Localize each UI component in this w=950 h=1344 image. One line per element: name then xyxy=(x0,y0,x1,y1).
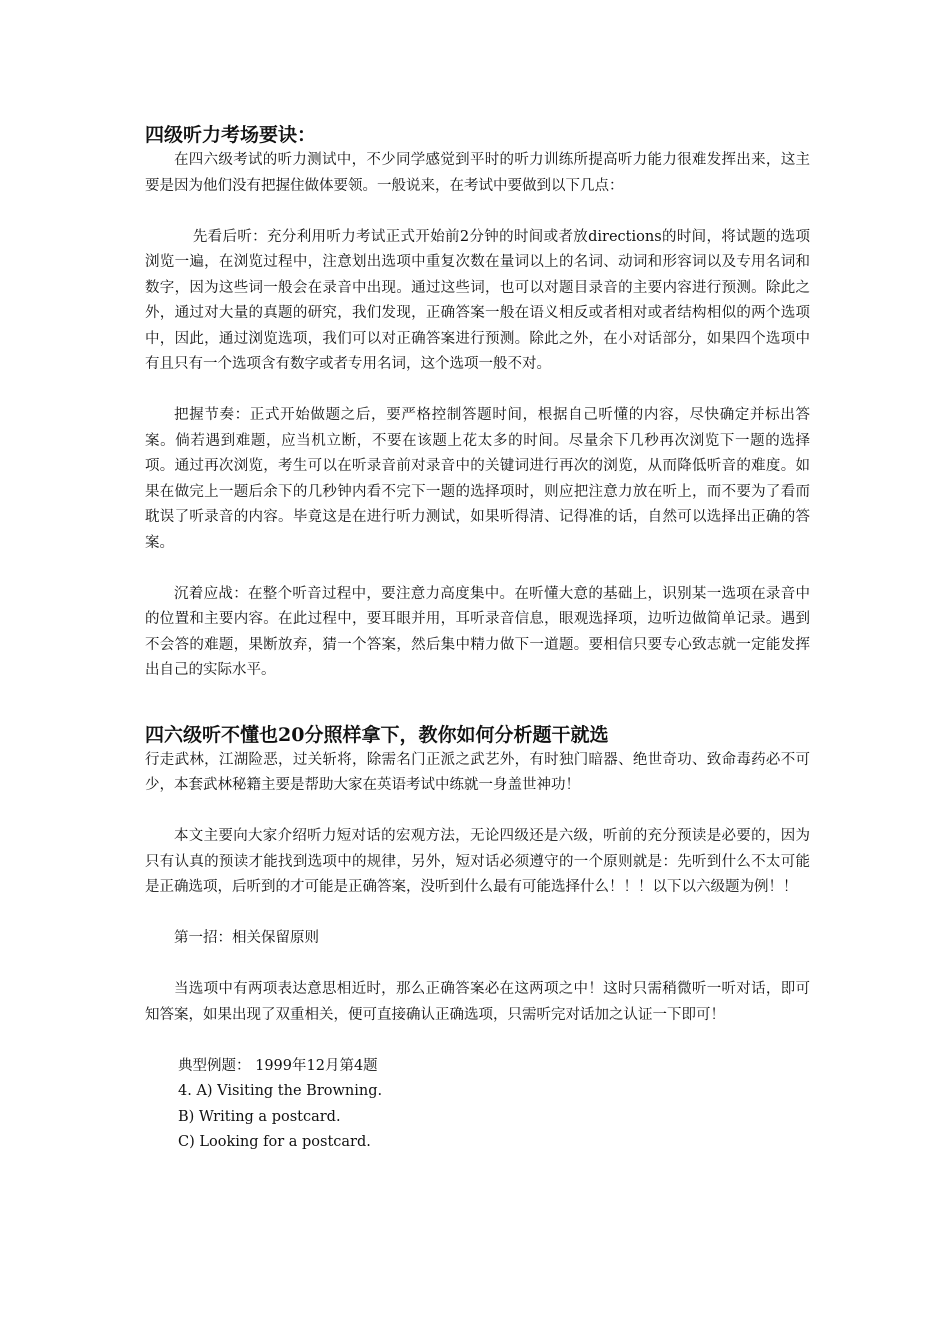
spacer xyxy=(145,199,810,225)
spacer xyxy=(145,799,810,825)
spacer xyxy=(145,378,810,404)
spacer xyxy=(145,901,810,927)
document-page xyxy=(145,122,810,1156)
spacer xyxy=(145,684,810,722)
option-c: C) Looking for a postcard. xyxy=(178,1134,371,1150)
example-label: 典型例题： 1999年12月第4题 xyxy=(178,1057,378,1074)
spacer xyxy=(145,952,810,978)
tip-stay-calm: 沉着应战：在整个听音过程中，要注意力高度集中。在听懂大意的基础上，识别某一选项在录音中的位置和主要内容。在此过程中，要耳眼并用，耳听录音信息，眼观选择项，边听边做简单记录。遇到不会答的难题，果断放弃，猜一个答案，然后集中精力做下一道题。要相信只要专心致志就一定能发挥出自己的实际水平。 xyxy=(145,585,810,678)
move1-title: 第一招：相关保留原则 xyxy=(174,930,319,946)
body-paragraph: 本文主要向大家介绍听力短对话的宏观方法，无论四级还是六级，听前的充分预读是必要的，因为只有认真的预读才能找到选项中的规律，另外，短对话必须遵守的一个原则就是：先听到什么不太可能是正确选项，后听到的才可能是正确答案，没听到什么最有可能选择什么！！！以下以六级题为例！！ xyxy=(145,828,810,895)
tip-listen-after-reading: 先看后听：充分利用听力考试正式开始前2分钟的时间或者放directions的时间，将试题的选项浏览一遍，在浏览过程中，注意划出选项中重复次数在量词以上的名词、动词和形容词以及专用名词和数字，因为这些词一般会在录音中出现。通过这些词，也可以对题目录音的主要内容进行预测。除此之外，通过对大量的真题的研究，我们发现，正确答案一般在语义相反或者相对或者结构相似的两个选项中，因此，通过浏览选项，我们可以对正确答案进行预测。除此之外，在小对话部分，如果四个选项中有且只有一个选项含有数字或者专用名词，这个选项一般不对。 xyxy=(145,228,810,372)
section-heading-listening-tips: 四级听力考场要诀： xyxy=(145,124,317,146)
option-a: 4. A) Visiting the Browning. xyxy=(178,1083,383,1099)
option-b: B) Writing a postcard. xyxy=(178,1108,341,1125)
spacer xyxy=(145,556,810,582)
tip-control-rhythm: 把握节奏：正式开始做题之后，要严格控制答题时间，根据自己听懂的内容，尽快确定并标出答案。倘若遇到难题，应当机立断，不要在该题上花太多的时间。尽量余下几秒再次浏览下一题的选择项。通过再次浏览，考生可以在听录音前对录音中的关键词进行再次的浏览，从而降低听音的难度。如果在做完上一题后余下的几秒钟内看不完下一题的选择项时，则应把注意力放在听上，而不要为了看而耽误了听录音的内容。毕竟这是在进行听力测试，如果听得清、记得准的话，自然可以选择出正确的答案。 xyxy=(145,407,810,551)
move1-body: 当选项中有两项表达意思相近时，那么正确答案必在这两项之中！这时只需稍微听一听对话，即可知答案，如果出现了双重相关，便可直接确认正确选项，只需听完对话加之认证一下即可！ xyxy=(145,981,810,1023)
intro-paragraph: 在四六级考试的听力测试中，不少同学感觉到平时的听力训练所提高听力能力很难发挥出来，这主要是因为他们没有把握住做体要领。一般说来，在考试中要做到以下几点： xyxy=(145,152,810,194)
lead-paragraph: 行走武林，江湖险恶，过关斩将，除需名门正派之武艺外，有时独门暗器、绝世奇功、致命毒药必不可少，本套武林秘籍主要是帮助大家在英语考试中练就一身盖世神功！ xyxy=(145,751,810,793)
spacer xyxy=(145,1028,810,1054)
section-heading-score-strategy: 四六级听不懂也20分照样拿下，教你如何分析题干就选 xyxy=(145,723,609,746)
